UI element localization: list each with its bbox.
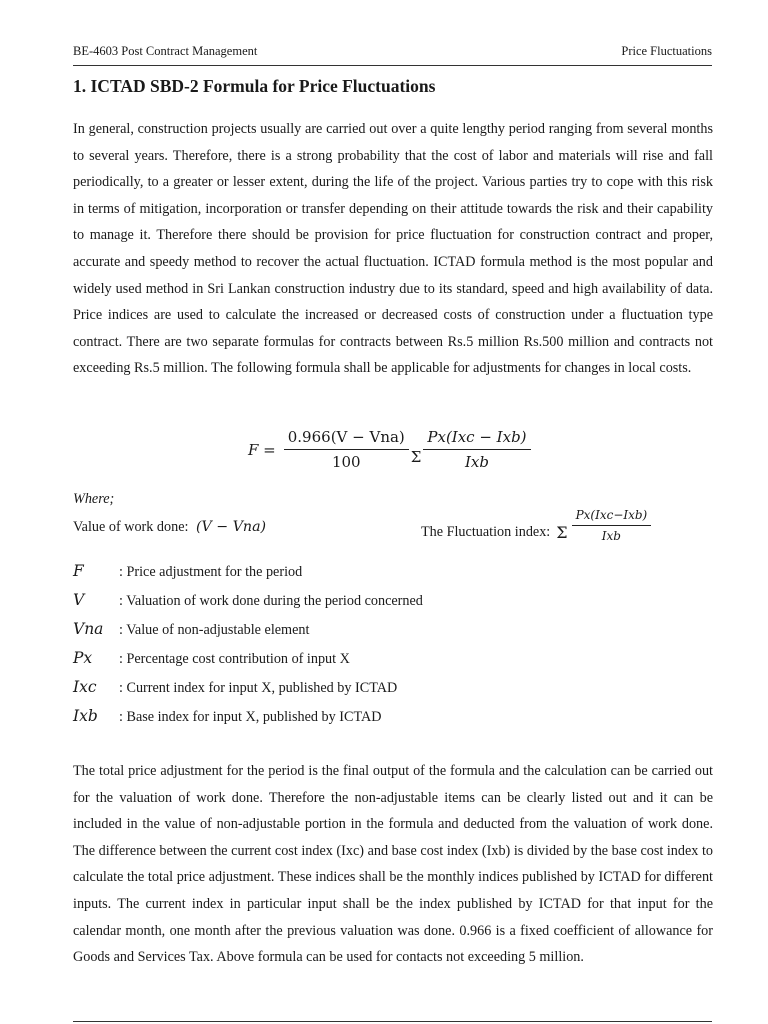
fluctuation-denominator: Ixb (601, 529, 621, 543)
formula-lhs: F = (248, 440, 276, 459)
formula-fraction-1 (284, 428, 409, 471)
explanation-paragraph: The total price adjustment for the period is the final output of the formula and the calculation can be carried out for the valuation of work done. Therefore the non-adjustable items can be clearly listed out and it can be included in the value of non-adjustable portion in the formula and deducted from the valuation of work done. The difference between the current cost index (Ixc) and base cost index (Ixb) is divided by the base cost index to calculate the total price adjustment. These indices shall be the monthly indices published by ICTAD for different inputs. The current index in particular input shall be the index published by ICTAD for that input for the calendar month, one month after the previous valuation was done. 0.966 is a fixed coefficient of allowance for Goods and Services Tax. Above formula can be used for contacts not exceeding 5 million. (73, 763, 713, 966)
value-of-work-row (73, 519, 266, 536)
fraction-1-numerator: 0.966(V − Vna) (284, 428, 409, 450)
definition-row (73, 562, 423, 591)
header-course: BE-4603 Post Contract Management (73, 44, 258, 58)
fluctuation-index-fraction (572, 508, 652, 543)
definition-symbol: Ixc (73, 678, 97, 696)
definition-row (73, 620, 423, 649)
fluctuation-numerator: Px(Ixc−Ixb) (572, 508, 652, 526)
fluctuation-sigma: Σ (556, 523, 568, 542)
where-label: Where; (73, 491, 115, 507)
definition-row (73, 649, 423, 678)
definition-symbol: Vna (73, 620, 104, 638)
definition-symbol: Px (73, 649, 93, 667)
intro-paragraph: In general, construction projects usually are carried out over a quite lengthy period ranging from several months to several years. Therefore, there is a strong probability that the cost of labor and materials will rise and fall periodically, to a greater or lesser extent, during the life of the project. Various parties try to cope with this risk in terms of mitigation, incorporation or transfer depending on their attitude towards the risk and their capability to manage it. Therefore there should be provision for price fluctuation for construction contract and proper, accurate and speedy method to recover the actual fluctuation. ICTAD formula method is the most popular and widely used method in Sri Lankan construction industry due to its standard, speed and high availability of data. Price indices are used to calculate the increased or decreased costs of construction under a fluctuation type contract. There are two separate formulas for contracts between Rs.5 million Rs.500 million and contracts not exceeding Rs.5 million. The following formula shall be applicable for adjustments for changes in local costs. (73, 121, 713, 377)
header-section: Price Fluctuations (621, 44, 712, 58)
footer-divider (73, 1021, 712, 1022)
definition-text: : Percentage cost contribution of input X (119, 651, 350, 667)
definition-row (73, 678, 423, 707)
symbol-definitions (73, 562, 423, 736)
formula-fraction-2 (423, 428, 530, 471)
fraction-2-denominator: Ixb (464, 453, 489, 471)
section-title: 1. ICTAD SBD-2 Formula for Price Fluctuations (73, 76, 436, 96)
page-header (73, 44, 712, 66)
definition-row (73, 707, 423, 736)
fluctuation-formula (248, 428, 533, 471)
fraction-2-numerator: Px(Ixc − Ixb) (423, 428, 530, 450)
definition-text: : Price adjustment for the period (119, 564, 303, 580)
definition-row (73, 591, 423, 620)
fluctuation-index-label: The Fluctuation index: (421, 524, 551, 540)
definition-symbol: V (73, 591, 85, 609)
definition-text: : Current index for input X, published by ICTAD (119, 680, 398, 696)
fluctuation-index-row (421, 508, 653, 543)
definition-symbol: Ixb (73, 707, 98, 725)
fraction-1-denominator: 100 (331, 453, 361, 471)
definition-symbol: F (73, 562, 84, 580)
sigma-symbol: Σ (410, 447, 422, 466)
value-of-work-label: Value of work done: (73, 519, 192, 535)
definition-text: : Base index for input X, published by ICTAD (119, 709, 382, 725)
definition-text: : Valuation of work done during the period concerned (119, 593, 423, 609)
value-of-work-expr: (V − Vna) (196, 519, 267, 535)
definition-text: : Value of non-adjustable element (119, 622, 310, 638)
